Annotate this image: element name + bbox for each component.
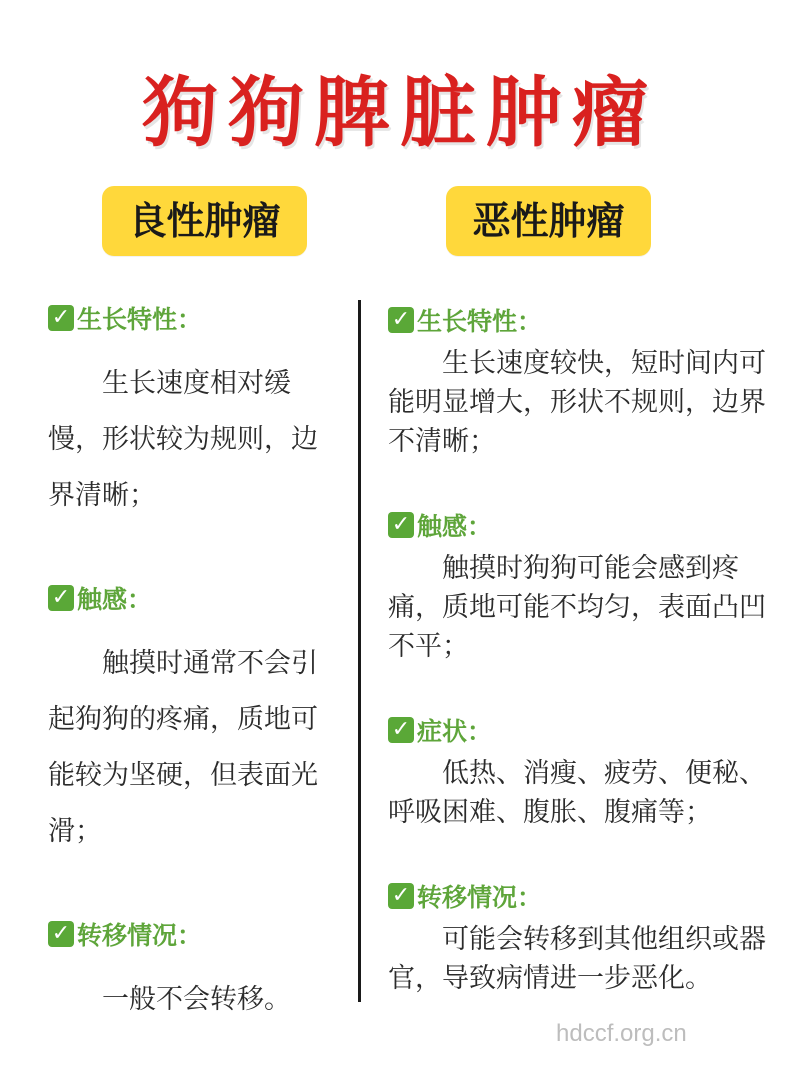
section-text: 触摸时通常不会引起狗狗的疼痛，质地可能较为坚硬，但表面光滑； (48, 648, 318, 847)
check-icon: ✓ (388, 512, 414, 538)
check-icon: ✓ (388, 307, 414, 333)
check-icon: ✓ (48, 921, 74, 947)
section-heading (48, 300, 338, 336)
section-heading-label: 触感： (77, 585, 153, 614)
malignant-growth-section (388, 302, 768, 461)
watermark: hdccf.org.cn (556, 1020, 687, 1047)
section-heading (388, 712, 768, 748)
benign-touch-section (48, 580, 338, 860)
malignant-tumor-header: 恶性肿瘤 (446, 186, 651, 256)
section-heading-label: 症状： (417, 717, 493, 746)
section-heading-label: 触感： (417, 512, 493, 541)
section-text: 生长速度较快，短时间内可能明显增大，形状不规则，边界不清晰； (388, 348, 766, 457)
benign-metastasis-section (48, 916, 338, 1028)
check-icon: ✓ (388, 717, 414, 743)
page-title: 狗狗脾脏肿瘤 (142, 68, 658, 157)
section-heading (388, 507, 768, 543)
check-icon: ✓ (48, 585, 74, 611)
section-heading (48, 580, 338, 616)
malignant-symptoms-section (388, 712, 768, 832)
section-text: 可能会转移到其他组织或器官，导致病情进一步恶化。 (388, 924, 766, 994)
benign-tumor-header: 良性肿瘤 (102, 186, 307, 256)
benign-column (48, 300, 338, 1028)
section-text: 触摸时狗狗可能会感到疼痛，质地可能不均匀，表面凸凹不平； (388, 553, 766, 662)
section-heading-label: 转移情况： (417, 883, 543, 912)
section-heading-label: 转移情况： (77, 921, 203, 950)
section-heading (388, 302, 768, 338)
malignant-touch-section (388, 507, 768, 666)
section-text: 低热、消瘦、疲劳、便秘、呼吸困难、腹胀、腹痛等； (388, 758, 766, 828)
section-heading-label: 生长特性： (77, 305, 203, 334)
section-heading (388, 878, 768, 914)
malignant-metastasis-section (388, 878, 768, 998)
benign-growth-section (48, 300, 338, 524)
malignant-column (388, 302, 768, 998)
column-divider (358, 300, 361, 1002)
section-heading-label: 生长特性： (417, 307, 543, 336)
section-heading (48, 916, 338, 952)
check-icon: ✓ (48, 305, 74, 331)
section-text: 一般不会转移。 (102, 984, 291, 1015)
check-icon: ✓ (388, 883, 414, 909)
section-text: 生长速度相对缓慢，形状较为规则，边界清晰； (48, 368, 318, 511)
